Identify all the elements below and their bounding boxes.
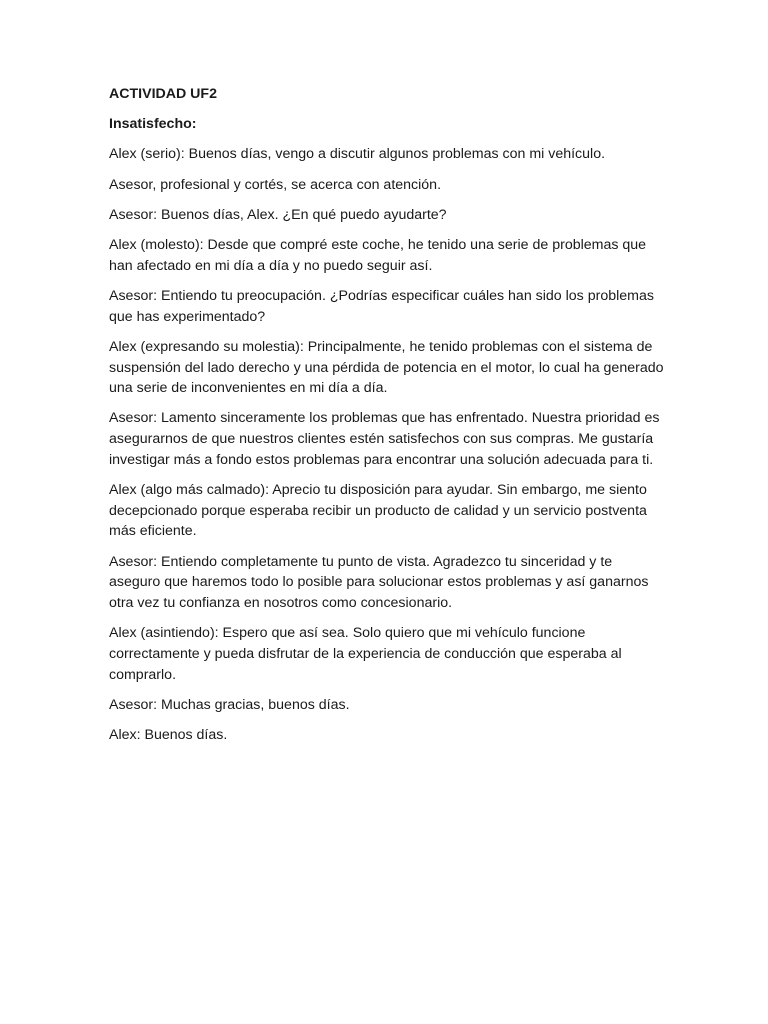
document-page [109, 84, 665, 755]
dialogue-line: Asesor: Muchas gracias, buenos días. [109, 696, 350, 713]
dialogue-line: Asesor: Entiendo completamente tu punto de vista. Agradezco tu sinceridad y te aseguro que haremos todo lo posible para solucionar estos problemas y así ganarnos otra vez tu confianza en nosotros como concesionario. [109, 553, 649, 612]
dialogue-line: Asesor: Entiendo tu preocupación. ¿Podrías especificar cuáles han sido los problemas que has experimentado? [109, 287, 654, 325]
dialogue-line: Asesor: Buenos días, Alex. ¿En qué puedo ayudarte? [109, 206, 447, 223]
dialogue-line: Alex (expresando su molestia): Principalmente, he tenido problemas con el sistema de suspensión del lado derecho y una pérdida de potencia en el motor, lo cual ha generado una serie de inconvenientes en mi día a día. [109, 338, 664, 397]
dialogue-line: Asesor: Lamento sinceramente los problemas que has enfrentado. Nuestra prioridad es asegurarnos de que nuestros clientes estén satisfechos con sus compras. Me gustaría investigar más a fondo estos problemas para encontrar una solución adecuada para ti. [109, 410, 660, 468]
dialogue-line: Alex (algo más calmado): Aprecio tu disposición para ayudar. Sin embargo, me siento decepcionado porque esperaba recibir un producto de calidad y un servicio postventa más eficiente. [109, 482, 647, 540]
dialogue-line: Alex (asintiendo): Espero que así sea. Solo quiero que mi vehículo funcione correctamente y pueda disfrutar de la experiencia de conducción que esperaba al comprarlo. [109, 625, 622, 683]
dialogue-line: Alex (molesto): Desde que compré este coche, he tenido una serie de problemas que han afectado en mi día a día y no puedo seguir así. [109, 237, 647, 274]
dialogue-line: Asesor, profesional y cortés, se acerca con atención. [109, 176, 442, 193]
dialogue-line: Alex (serio): Buenos días, vengo a discutir algunos problemas con mi vehículo. [109, 146, 606, 163]
dialogue-line: Alex: Buenos días. [109, 727, 228, 744]
document-title: ACTIVIDAD UF2 [109, 86, 217, 102]
section-heading: Insatisfecho: [109, 116, 197, 133]
